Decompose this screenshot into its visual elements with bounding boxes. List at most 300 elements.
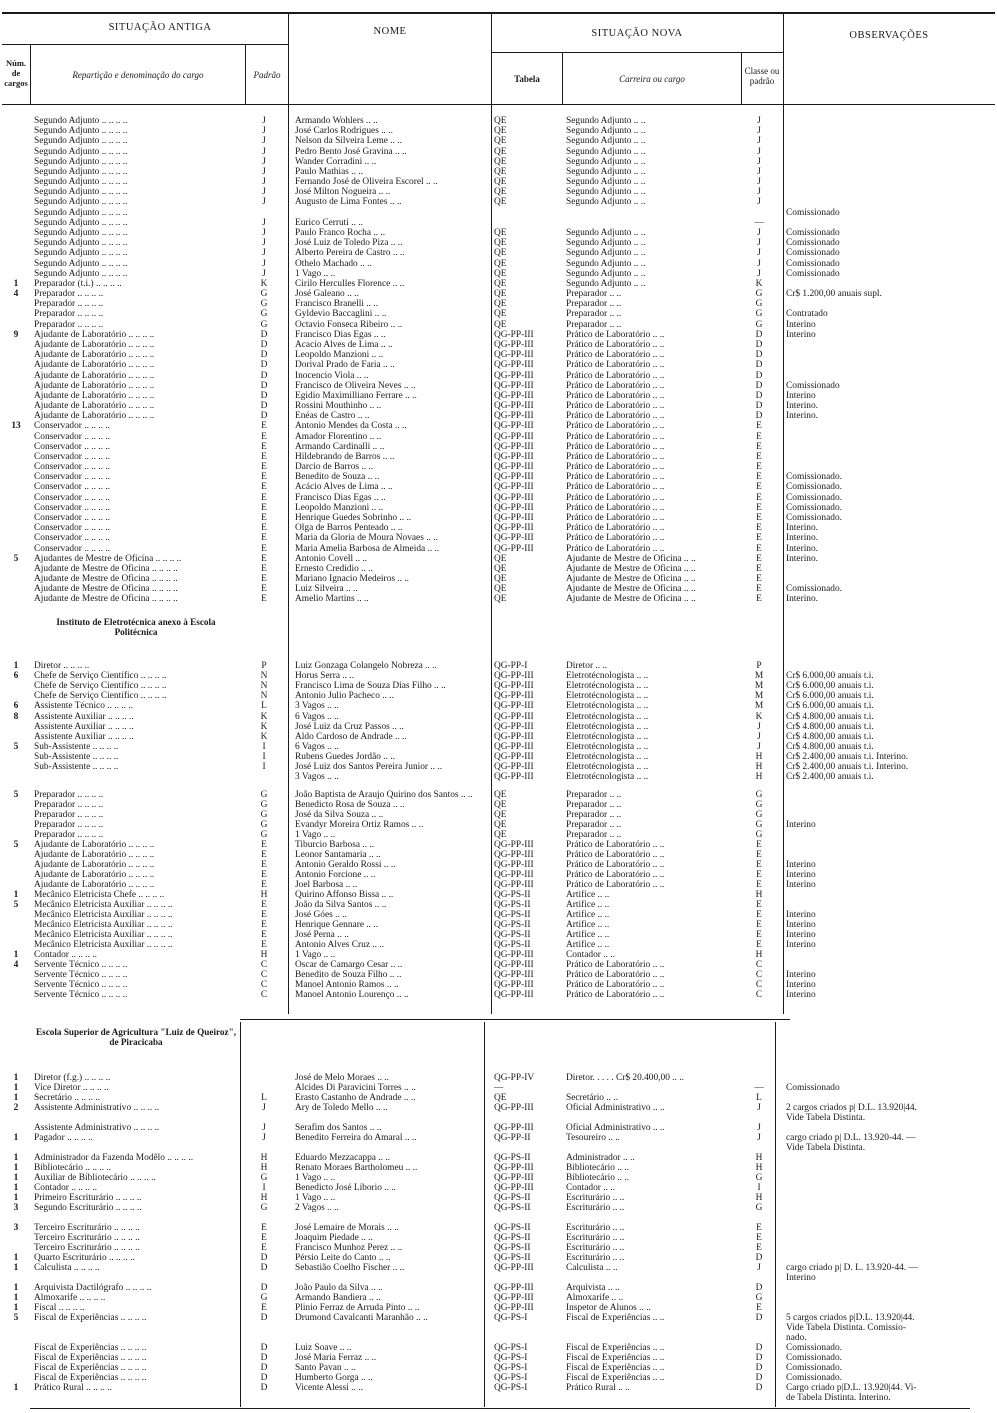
cell-tabela: QG-PP-III: [494, 751, 534, 762]
cell-padrao: G: [260, 800, 268, 810]
cell-carreira-cargo: Prático de Laboratório .. ..: [566, 513, 665, 524]
table-row: [0, 732, 997, 742]
cell-classe: M: [754, 671, 764, 682]
cell-reparticao-cargo: Mecânico Eletricista Auxiliar .. .. .. ..: [34, 940, 173, 950]
cell-padrao: E: [261, 492, 267, 503]
cell-reparticao-cargo: Fiscal de Experiências .. .. .. ..: [34, 1373, 147, 1383]
cell-classe: E: [756, 441, 762, 452]
cell-reparticao-cargo: Segundo Adjunto .. .. .. ..: [34, 197, 128, 208]
table-row: [0, 381, 997, 391]
table-row: [0, 330, 997, 340]
table-row: [0, 116, 997, 126]
cell-tabela: QG-PP-III: [494, 1103, 534, 1113]
cell-cargos-count: 4: [13, 960, 19, 970]
cell-nome: Horus Serra .. ..: [295, 671, 355, 682]
cell-padrao: E: [261, 584, 267, 595]
table-row: [0, 238, 997, 248]
cell-carreira-cargo: Prático de Laboratório .. ..: [566, 441, 665, 452]
cell-padrao: I: [262, 741, 266, 752]
cell-carreira-cargo: Eletrotécnologista .. ..: [566, 691, 649, 702]
cell-classe: D: [755, 1373, 763, 1383]
cell-cargos-count: 3: [13, 1223, 19, 1233]
cell-padrao: D: [260, 380, 268, 391]
cell-nome: 6 Vagos .. ..: [295, 741, 339, 752]
cell-padrao: N: [260, 691, 268, 702]
cell-carreira-cargo: Prático de Laboratório .. ..: [566, 860, 665, 870]
table-row: [0, 228, 997, 238]
cell-classe: —: [754, 1083, 764, 1093]
cell-classe: E: [756, 584, 762, 595]
cell-padrao: G: [260, 1173, 268, 1183]
cell-nome: Cirilo Herculles Florence .. ..: [295, 278, 405, 289]
table-row: [0, 1383, 997, 1393]
cell-padrao: I: [262, 751, 266, 762]
cell-classe: D: [755, 1353, 763, 1363]
cell-reparticao-cargo: Servente Técnico .. .. .. ..: [34, 980, 128, 990]
cell-reparticao-cargo: Diretor .. .. .. ..: [34, 661, 90, 671]
cell-padrao: J: [262, 1133, 266, 1143]
table-row: [0, 1213, 997, 1223]
table-row: [0, 279, 997, 289]
cell-reparticao-cargo: Diretor (f.g.) .. .. .. ..: [34, 1073, 111, 1083]
cell-reparticao-cargo: Almoxarife .. .. .. ..: [34, 1293, 106, 1303]
table-row: [0, 299, 997, 309]
cell-padrao: J: [262, 258, 266, 269]
cell-nome: Ary de Toledo Mello .. ..: [295, 1103, 388, 1113]
cell-carreira-cargo: Segundo Adjunto .. ..: [566, 197, 646, 208]
cell-reparticao-cargo: Segundo Adjunto .. .. .. ..: [34, 126, 128, 137]
cell-observacoes: Interino: [786, 910, 816, 920]
cell-nome: José de Melo Moraes .. ..: [295, 1073, 389, 1083]
table-row: [0, 503, 997, 513]
cell-reparticao-cargo: Conservador .. .. .. ..: [34, 462, 111, 473]
cell-carreira-cargo: Artifice .. ..: [566, 910, 610, 920]
cell-observacoes: Interino: [786, 329, 816, 340]
cell-cargos-count: 5: [13, 840, 19, 850]
cell-padrao: E: [261, 451, 267, 462]
cell-reparticao-cargo: Ajudante de Laboratório .. .. .. ..: [34, 880, 155, 890]
section-rule: [240, 1019, 790, 1020]
cell-classe: D: [755, 1313, 763, 1323]
cell-classe: G: [755, 289, 763, 300]
cell-padrao: E: [261, 870, 267, 880]
table-row: [0, 157, 997, 167]
table-row: [0, 661, 997, 671]
cell-tabela: QG-PP-III: [494, 1123, 534, 1133]
cell-reparticao-cargo: Ajudante de Laboratório .. .. .. ..: [34, 339, 155, 350]
cell-reparticao-cargo: Ajudante de Mestre de Oficina .. .. .. ..: [34, 563, 178, 574]
cell-nome: José Milton Nogueira .. ..: [295, 187, 391, 198]
cell-nome: José Perna .. ..: [295, 930, 349, 940]
cell-padrao: D: [260, 339, 268, 350]
cell-reparticao-cargo: Arquivista Dactilógrafo .. .. .. ..: [34, 1283, 152, 1293]
cell-nome: Francisco Munhoz Perez .. ..: [295, 1243, 403, 1253]
cell-classe: E: [756, 482, 762, 493]
cell-observacoes: Interino: [786, 860, 816, 870]
table-row: [0, 360, 997, 370]
table-row: [0, 830, 997, 840]
cell-carreira-cargo: Segundo Adjunto .. ..: [566, 187, 646, 198]
table-row: [0, 401, 997, 411]
table-row: [0, 1283, 997, 1293]
table-row: [0, 1233, 997, 1243]
cell-carreira-cargo: Preparador .. ..: [566, 830, 622, 840]
cell-carreira-cargo: Prático de Laboratório .. ..: [566, 543, 665, 554]
cell-nome: Hildebrando de Barros .. ..: [295, 451, 395, 462]
cell-cargos-count: 1: [13, 1193, 19, 1203]
cell-reparticao-cargo: Fiscal de Experiências .. .. .. ..: [34, 1363, 147, 1373]
cell-tabela: QG-PP-III: [494, 441, 534, 452]
table-row: [0, 970, 997, 980]
cell-reparticao-cargo: Segundo Adjunto .. .. .. ..: [34, 217, 128, 228]
cell-reparticao-cargo: Ajudante de Laboratório .. .. .. ..: [34, 329, 155, 340]
cell-nome: 1 Vago .. ..: [295, 950, 336, 960]
cell-nome: Joaquim Piedade .. ..: [295, 1233, 373, 1243]
cell-observacoes: Interino: [786, 920, 816, 930]
cell-reparticao-cargo: Preparador .. .. .. ..: [34, 810, 104, 820]
cell-reparticao-cargo: Segundo Escriturário .. .. .. ..: [34, 1203, 142, 1213]
header-carreira: Carreira ou cargo: [619, 74, 685, 84]
cell-carreira-cargo: Contador .. ..: [566, 1183, 615, 1193]
cell-padrao: D: [260, 1253, 268, 1263]
cell-cargos-count: 8: [13, 711, 19, 722]
cell-tabela: QE: [494, 268, 507, 279]
cell-padrao: J: [262, 217, 266, 228]
cell-tabela: QG-PP-III: [494, 370, 534, 381]
cell-cargos-count: 1: [13, 950, 19, 960]
cell-nome: João Baptista de Araujo Quirino dos Santos .. ..: [295, 790, 473, 800]
cell-observacoes: Interino.: [786, 553, 819, 564]
cell-carreira-cargo: Calculista .. ..: [566, 1263, 618, 1273]
cell-reparticao-cargo: Mecânico Eletricista Auxiliar .. .. .. ..: [34, 900, 173, 910]
cell-observacoes: Comissionado.: [786, 1373, 842, 1383]
cell-nome: 6 Vagos .. ..: [295, 711, 339, 722]
table-row: [0, 248, 997, 258]
cell-tabela: QG-PS-II: [494, 1193, 531, 1203]
cell-nome: Enéas de Castro .. ..: [295, 411, 370, 422]
cell-padrao: D: [260, 1263, 268, 1273]
cell-carreira-cargo: Ajudante de Mestre de Oficina .. ..: [566, 594, 696, 605]
table-row: [0, 701, 997, 711]
cell-nome: Antonio Geraldo Rossi .. ..: [295, 860, 396, 870]
cell-observacoes: Comissionado: [786, 268, 840, 279]
cell-cargos-count: 1: [13, 1253, 19, 1263]
cell-cargos-count: 5: [13, 553, 19, 564]
cell-tabela: QE: [494, 166, 507, 177]
cell-classe: E: [756, 513, 762, 524]
cell-tabela: QG-PS-II: [494, 1243, 531, 1253]
table-row: [0, 671, 997, 681]
cell-carreira-cargo: Prático de Laboratório .. ..: [566, 401, 665, 412]
cell-classe: J: [757, 136, 761, 147]
cell-observacoes: Interino: [786, 970, 816, 980]
cell-observacoes: Comissionado: [786, 227, 840, 238]
cell-reparticao-cargo: Ajudante de Laboratório .. .. .. ..: [34, 870, 155, 880]
cell-padrao: D: [260, 401, 268, 412]
table-row: [0, 147, 997, 157]
cell-padrao: D: [260, 360, 268, 371]
cell-tabela: QG-PP-III: [494, 543, 534, 554]
cell-reparticao-cargo: Conservador .. .. .. ..: [34, 451, 111, 462]
cell-cargos-count: 1: [13, 278, 19, 289]
cell-carreira-cargo: Eletrotécnologista .. ..: [566, 741, 649, 752]
cell-padrao: E: [261, 421, 267, 432]
table-row: [0, 452, 997, 462]
cell-nome: 1 Vago .. ..: [295, 1173, 336, 1183]
cell-nome: Armando Bandiera .. ..: [295, 1293, 381, 1303]
cell-nome: Olga de Barros Penteado .. ..: [295, 523, 403, 534]
cell-tabela: QG-PP-III: [494, 691, 534, 702]
cell-padrao: D: [260, 390, 268, 401]
cell-cargos-count: 6: [13, 701, 19, 712]
cell-padrao: E: [261, 431, 267, 442]
table-row: [0, 594, 997, 604]
cell-padrao: E: [261, 482, 267, 493]
cell-reparticao-cargo: Pagador .. .. .. ..: [34, 1133, 93, 1143]
cell-classe: J: [757, 1103, 761, 1113]
cell-padrao: J: [262, 126, 266, 137]
cell-reparticao-cargo: Preparador .. .. .. ..: [34, 830, 104, 840]
cell-carreira-cargo: Eletrotécnologista .. ..: [566, 731, 649, 742]
cell-classe: E: [756, 563, 762, 574]
cell-cargos-count: 1: [13, 1073, 19, 1083]
cell-nome: Renato Moraes Bartholomeu .. ..: [295, 1163, 418, 1173]
cell-padrao: E: [261, 502, 267, 513]
cell-carreira-cargo: Ajudante de Mestre de Oficina .. ..: [566, 553, 696, 564]
cell-observacoes: Interino: [786, 870, 816, 880]
cell-nome: Benedicto Rosa de Souza .. ..: [295, 800, 405, 810]
cell-classe: E: [756, 920, 762, 930]
cell-reparticao-cargo: Segundo Adjunto .. .. .. ..: [34, 187, 128, 198]
cell-tabela: QG-PP-III: [494, 451, 534, 462]
table-row: [0, 289, 997, 299]
cell-tabela: QE: [494, 594, 507, 605]
cell-observacoes: Interino: [786, 980, 816, 990]
cell-observacoes: Interino.: [786, 401, 819, 412]
cell-reparticao-cargo: Terceiro Escriturário .. .. .. ..: [34, 1233, 140, 1243]
cell-padrao: E: [261, 910, 267, 920]
cell-nome: José Góes .. ..: [295, 910, 347, 920]
cell-nome: Rossini Mouthinho .. ..: [295, 401, 382, 412]
table-row: [0, 930, 997, 940]
cell-padrao: H: [260, 1153, 268, 1163]
cell-classe: H: [755, 762, 763, 772]
table-row: [0, 1263, 997, 1273]
table-row: [0, 482, 997, 492]
cell-classe: E: [756, 462, 762, 473]
table-row: [0, 1363, 997, 1373]
cell-padrao: J: [262, 248, 266, 259]
cell-nome: Luiz Gonzaga Colangelo Nobreza .. ..: [295, 661, 437, 671]
cell-nome: Dorival Prado de Faria .. ..: [295, 360, 395, 371]
cell-observacoes: Comissionado.: [786, 502, 842, 513]
cell-tabela: QG-PS-II: [494, 930, 531, 940]
cell-nome: Fernando José de Oliveira Escorel .. ..: [295, 177, 438, 188]
cell-classe: J: [757, 248, 761, 259]
table-row: [0, 472, 997, 482]
cell-tabela: QE: [494, 126, 507, 137]
cell-cargos-count: 2: [13, 1103, 19, 1113]
cell-carreira-cargo: Segundo Adjunto .. ..: [566, 166, 646, 177]
table-row: [0, 1333, 997, 1343]
table-row: [0, 1183, 997, 1193]
cell-reparticao-cargo: Prático Rural .. .. .. ..: [34, 1383, 112, 1393]
cell-carreira-cargo: Escriturário .. ..: [566, 1233, 625, 1243]
cell-tabela: QG-PP-III: [494, 502, 534, 513]
cell-classe: D: [755, 1383, 763, 1393]
cell-nome: Vicente Alessi .. ..: [295, 1383, 363, 1393]
cell-nome: Acácio Alves de Lima .. ..: [295, 482, 393, 493]
cell-reparticao-cargo: Ajudante de Laboratório .. .. .. ..: [34, 411, 155, 422]
cell-nome: Acacio Alves de Lima .. ..: [295, 339, 393, 350]
table-row: [0, 900, 997, 910]
cell-classe: E: [756, 1223, 762, 1233]
cell-observacoes: Cr$ 2.400,00 anuais t.i. Interino.: [786, 751, 909, 762]
cell-observacoes: Comissionado.: [786, 1343, 842, 1353]
cell-padrao: D: [260, 1283, 268, 1293]
cell-carreira-cargo: Prático de Laboratório .. ..: [566, 870, 665, 880]
cell-tabela: QG-PS-I: [494, 1383, 528, 1393]
cell-nome: Joel Barbosa .. ..: [295, 880, 358, 890]
cell-cargos-count: 9: [13, 329, 19, 340]
cell-nome: Francisco Dias Egas .. ..: [295, 492, 386, 503]
cell-cargos-count: 1: [13, 1263, 19, 1273]
table-row: [0, 1293, 997, 1303]
cell-tabela: QG-PP-III: [494, 492, 534, 503]
cell-classe: E: [756, 870, 762, 880]
cell-reparticao-cargo: Ajudante de Laboratório .. .. .. ..: [34, 840, 155, 850]
cell-tabela: QG-PS-II: [494, 890, 531, 900]
cell-tabela: QG-PP-III: [494, 762, 534, 772]
cell-classe: E: [756, 594, 762, 605]
cell-carreira-cargo: Escriturário .. ..: [566, 1193, 625, 1203]
cell-reparticao-cargo: Segundo Adjunto .. .. .. ..: [34, 116, 128, 126]
cell-nome: Paulo Franco Rocha .. ..: [295, 227, 386, 238]
cell-carreira-cargo: Prático de Laboratório .. ..: [566, 533, 665, 544]
cell-tabela: QG-PP-III: [494, 731, 534, 742]
cell-padrao: H: [260, 950, 268, 960]
cell-tabela: QE: [494, 187, 507, 198]
cell-classe: G: [755, 309, 763, 320]
table-row: [0, 350, 997, 360]
cell-classe: D: [755, 1343, 763, 1353]
cell-observacoes: Cr$ 6.000,00 anuais t.i.: [786, 701, 874, 712]
cell-classe: E: [756, 1303, 762, 1313]
cell-classe: L: [756, 1093, 762, 1103]
cell-carreira-cargo: Fiscal de Experiências .. ..: [566, 1363, 665, 1373]
cell-carreira-cargo: Prático Rural .. ..: [566, 1383, 630, 1393]
cell-reparticao-cargo: Ajudante de Laboratório .. .. .. ..: [34, 390, 155, 401]
cell-classe: J: [757, 1123, 761, 1133]
cell-observacoes: Cr$ 6.000,00 anuais t.i.: [786, 671, 874, 682]
cell-nome: Plinio Ferraz de Arruda Pinto .. ..: [295, 1303, 420, 1313]
table-row: [0, 691, 997, 701]
header-nome: NOME: [373, 26, 407, 37]
cell-carreira-cargo: Segundo Adjunto .. ..: [566, 177, 646, 188]
cell-padrao: G: [260, 1203, 268, 1213]
cell-nome: Leonor Santamaria .. ..: [295, 850, 381, 860]
cell-carreira-cargo: Fiscal de Experiências .. ..: [566, 1373, 665, 1383]
cell-observacoes: Comissionado.: [786, 584, 842, 595]
cell-nome: José Galeano .. ..: [295, 289, 359, 300]
cell-carreira-cargo: Prático de Laboratório .. ..: [566, 421, 665, 432]
cell-reparticao-cargo: Fiscal de Experiências .. .. .. ..: [34, 1313, 147, 1323]
cell-observacoes: Comissionado: [786, 248, 840, 259]
cell-carreira-cargo: Preparador .. ..: [566, 810, 622, 820]
cell-nome: José Maria Ferraz .. ..: [295, 1353, 377, 1363]
table-row: [0, 462, 997, 472]
cell-observacoes: 2 cargos criados p| D.L. 13.920|44.: [786, 1103, 917, 1113]
table-row: [0, 850, 997, 860]
cell-nome: Santo Pavan .. ..: [295, 1363, 356, 1373]
table-row: [0, 564, 997, 574]
cell-classe: C: [755, 970, 763, 980]
cell-observacoes: Interino: [786, 820, 816, 830]
cell-padrao: C: [260, 970, 268, 980]
cell-carreira-cargo: Prático de Laboratório .. ..: [566, 380, 665, 391]
table-row: [0, 990, 997, 1000]
cell-carreira-cargo: Artifice .. ..: [566, 940, 610, 950]
cell-carreira-cargo: Arquivista .. ..: [566, 1283, 620, 1293]
cell-nome: Maria Amelia Barbosa de Almeida .. ..: [295, 543, 440, 554]
cell-tabela: QG-PP-III: [494, 329, 534, 340]
cell-classe: E: [756, 431, 762, 442]
cell-observacoes: Cr$ 2.400,00 anuais t.i. Interino.: [786, 762, 909, 772]
cell-reparticao-cargo: Segundo Adjunto .. .. .. ..: [34, 177, 128, 188]
cell-carreira-cargo: Prático de Laboratório .. ..: [566, 451, 665, 462]
cell-nome: João da Silva Santos .. ..: [295, 900, 387, 910]
cell-carreira-cargo: Prático de Laboratório .. ..: [566, 390, 665, 401]
table-row: [0, 523, 997, 533]
cell-carreira-cargo: Ajudante de Mestre de Oficina .. ..: [566, 574, 696, 585]
cell-padrao: E: [261, 1233, 267, 1243]
table-row: [0, 1163, 997, 1173]
cell-tabela: QG-PP-III: [494, 1293, 534, 1303]
cell-classe: D: [755, 411, 763, 422]
cell-tabela: QE: [494, 1093, 507, 1103]
cell-reparticao-cargo: Vice Diretor .. .. .. ..: [34, 1083, 109, 1093]
cell-cargos-count: 1: [13, 1173, 19, 1183]
cell-tabela: QG-PP-IV: [494, 1073, 535, 1083]
cell-nome: Benedito de Souza Filho .. ..: [295, 970, 402, 980]
cell-nome: Antonio Alves Cruz .. ..: [295, 940, 385, 950]
cell-classe: E: [756, 1243, 762, 1253]
cell-carreira-cargo: Prático de Laboratório .. ..: [566, 523, 665, 534]
cell-reparticao-cargo: Segundo Adjunto .. .. .. ..: [34, 227, 128, 238]
cell-tabela: QG-PS-II: [494, 900, 531, 910]
cell-nome: Alberto Pereira de Castro .. ..: [295, 248, 405, 259]
cell-cargos-count: 5: [13, 790, 19, 800]
cell-carreira-cargo: Escriturário .. ..: [566, 1253, 625, 1263]
cell-nome: Luiz Silveira .. ..: [295, 584, 358, 595]
cell-cargos-count: 3: [13, 1203, 19, 1213]
cell-nome: Evandyr Moreira Ortiz Ramos .. ..: [295, 820, 424, 830]
table-row: [0, 513, 997, 523]
table-row: [0, 722, 997, 732]
cell-nome: Henrique Guedes Sobrinho .. ..: [295, 513, 412, 524]
cell-tabela: QG-PP-III: [494, 421, 534, 432]
cell-tabela: QG-PP-III: [494, 401, 534, 412]
cell-carreira-cargo: Prático de Laboratório .. ..: [566, 329, 665, 340]
cell-reparticao-cargo: Segundo Adjunto .. .. .. ..: [34, 207, 128, 218]
cell-carreira-cargo: Prático de Laboratório .. ..: [566, 850, 665, 860]
table-row: [0, 1123, 997, 1133]
cell-classe: D: [755, 1363, 763, 1373]
cell-carreira-cargo: Eletrotécnologista .. ..: [566, 772, 649, 783]
cell-nome: Drumond Cavalcanti Maranhão .. ..: [295, 1313, 428, 1323]
cell-observacoes: Vide Tabela Distinta. Comissio-: [786, 1323, 906, 1333]
cell-tabela: QG-PP-III: [494, 1263, 534, 1273]
